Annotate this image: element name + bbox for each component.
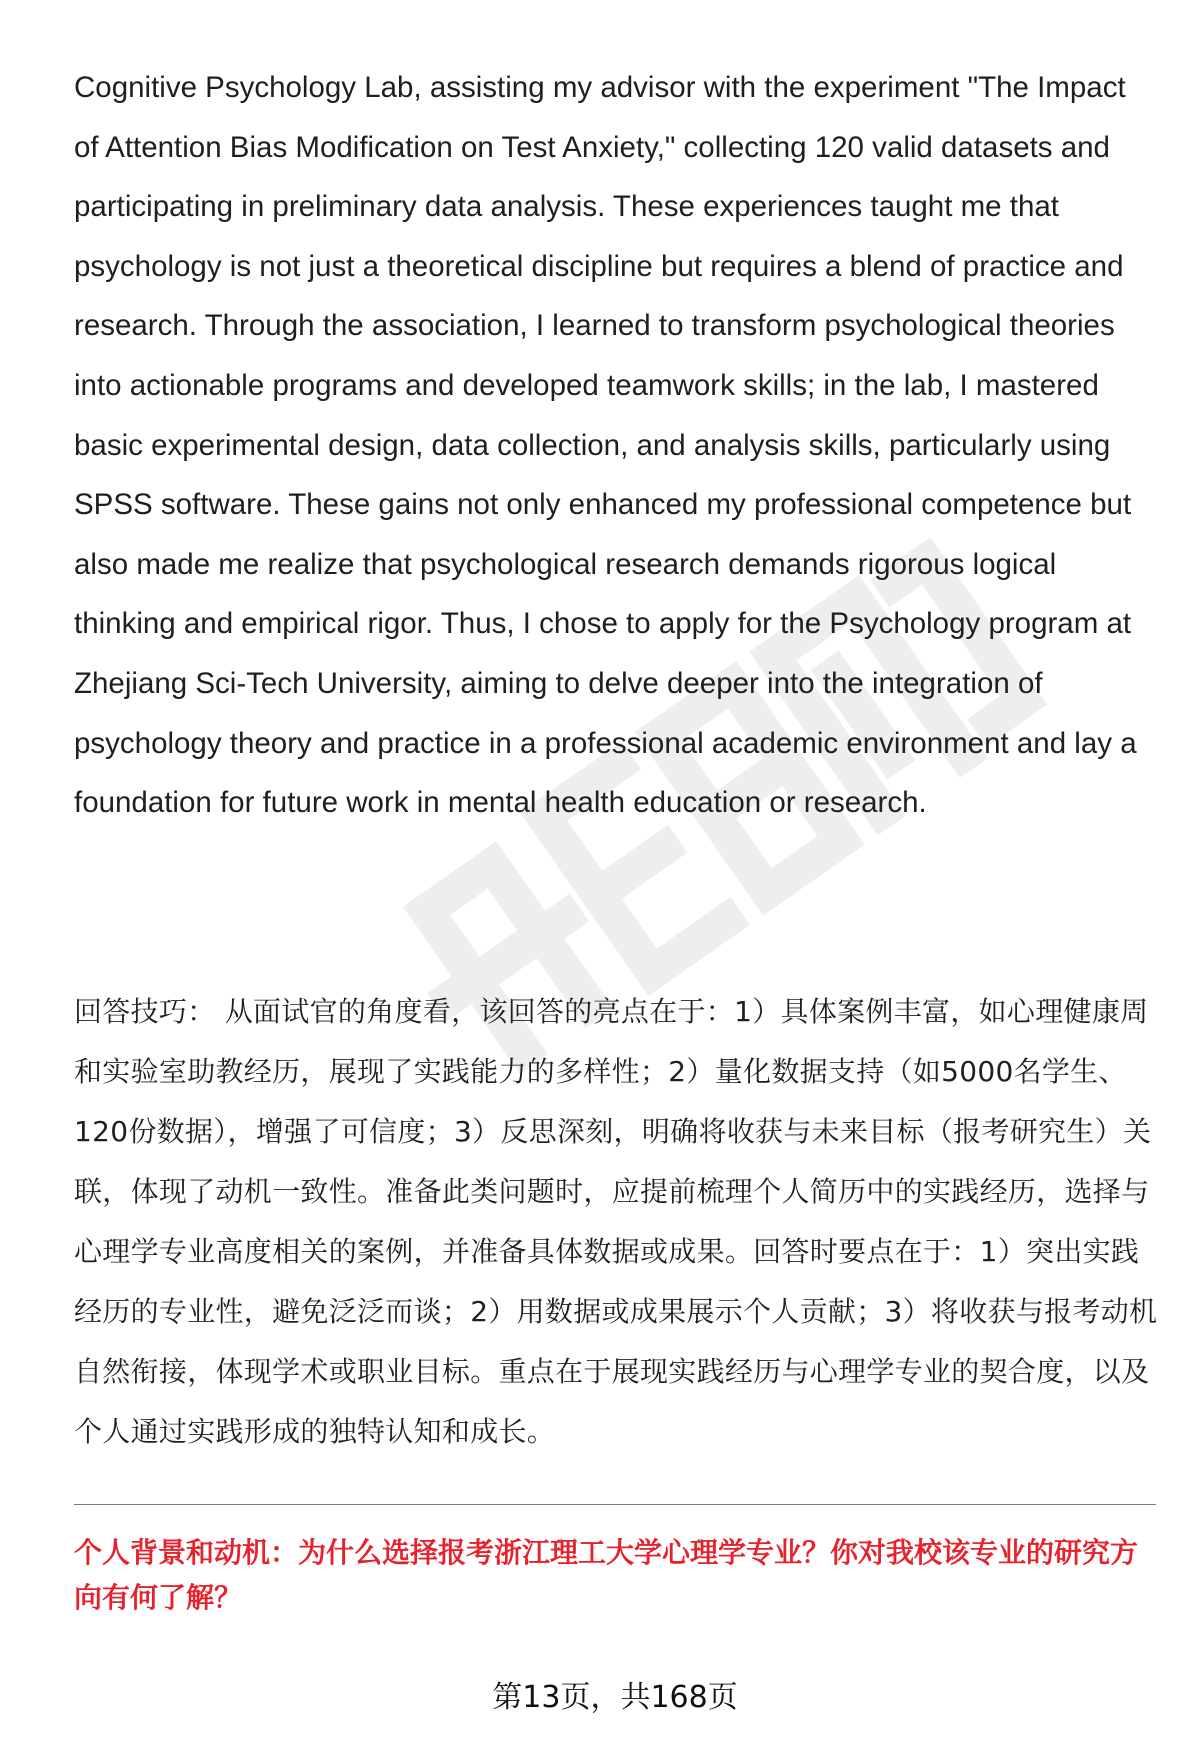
page-number-footer: 第13页，共168页 bbox=[492, 1680, 738, 1715]
answer-english-paragraph: Cognitive Psychology Lab, assisting my advisor with the experiment "The Impact of Attention Bias Modification on Test Anxiety," collecting 120 valid datasets and participating in preliminary data analysis. These experiences taught me that psychology is not just a theoretical discipline but requires a blend of practice and research. Through the association, I learned to transform psychological theories into actionable programs and developed teamwork skills; in the lab, I mastered basic experimental design, data collection, and analysis skills, particularly using SPSS software. These gains not only enhanced my professional competence but also made me realize that psychological research demands rigorous logical thinking and empirical rigor. Thus, I chose to apply for the Psychology program at Zhejiang Sci-Tech University, aiming to delve deeper into the integration of psychology theory and practice in a professional academic environment and lay a foundation for future work in mental health education or research. bbox=[74, 71, 1137, 820]
section-divider bbox=[74, 1504, 1156, 1505]
next-question-heading: 个人背景和动机：为什么选择报考浙江理工大学心理学专业？你对我校该专业的研究方向有何了解？ bbox=[74, 1536, 1139, 1614]
answer-tips-paragraph: 回答技巧： 从面试官的角度看，该回答的亮点在于：1）具体案例丰富，如心理健康周和实验室助教经历，展现了实践能力的多样性；2）量化数据支持（如5000名学生、120份数据），增强了可信度；3）反思深刻，明确将收获与未来目标（报考研究生）关联，体现了动机一致性。准备此类问题时，应提前梳理个人简历中的实践经历，选择与心理学专业高度相关的案例，并准备具体数据或成果。回答时要点在于：1）突出实践经历的专业性，避免泛泛而谈；2）用数据或成果展示个人贡献；3）将收获与报考动机自然衔接，体现学术或职业目标。重点在于展现实践经历与心理学专业的契合度，以及个人通过实践形成的独特认知和成长。 bbox=[74, 995, 1158, 1448]
